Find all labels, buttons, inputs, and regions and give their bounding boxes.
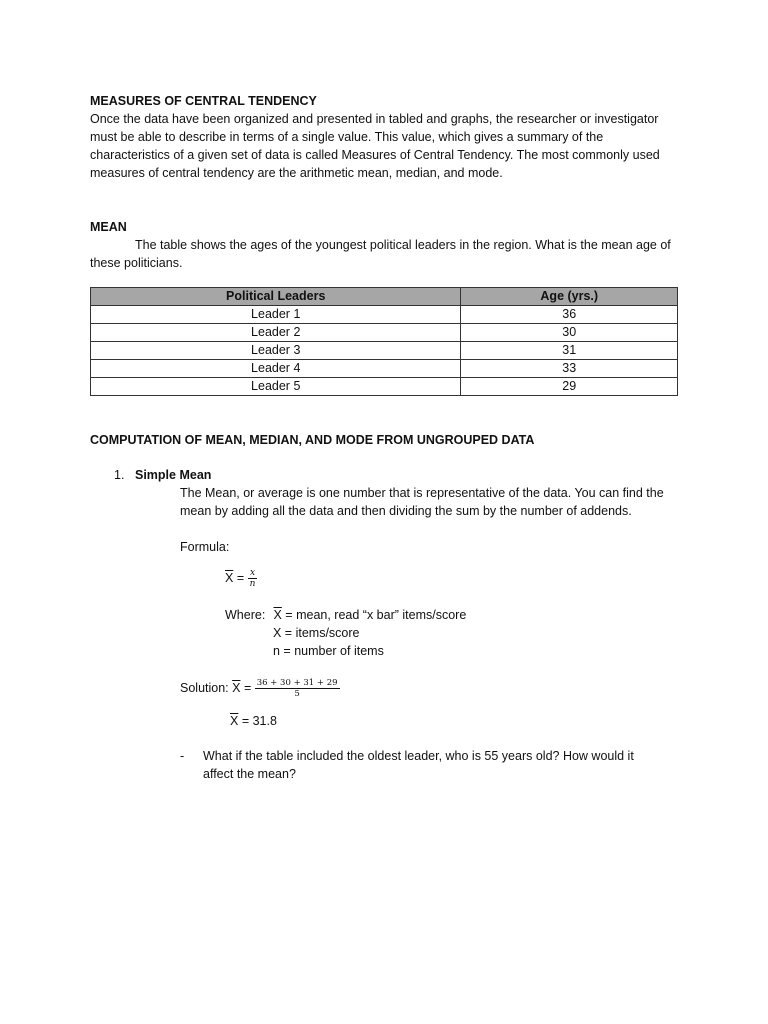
x-bar-symbol: $\overline{X}$: [232, 680, 241, 695]
list-item-title: Simple Mean: [135, 468, 212, 482]
question-line: What if the table included the oldest leader, who is 55 years old? How would it: [203, 749, 634, 763]
where-definition: = mean, read “x bar” items/score: [281, 608, 467, 622]
list-item-simple-mean: [90, 466, 680, 484]
intro-line: Once the data have been organized and presented in tabled and graphs, the researcher or investigator: [90, 112, 659, 126]
where-label: Where:: [225, 608, 266, 622]
intro-line: measures of central tendency are the arithmetic mean, median, and mode.: [90, 166, 503, 180]
where-definitions: [225, 606, 680, 660]
table-row: [91, 306, 678, 324]
description-line: mean by adding all the data and then dividing the sum by the number of addends.: [180, 504, 632, 518]
section-heading-mean: MEAN: [90, 220, 127, 234]
equals-sign: =: [233, 570, 248, 585]
list-number: 1.: [114, 468, 125, 482]
leader-cell: Leader 5: [91, 378, 461, 396]
section-heading-central-tendency: MEASURES OF CENTRAL TENDENCY: [90, 94, 317, 108]
solution-label: Solution:: [180, 680, 233, 695]
leader-cell: Leader 4: [91, 360, 461, 378]
table-header-row: [91, 288, 678, 306]
leader-cell: Leader 3: [91, 342, 461, 360]
mean-paragraph: [90, 236, 680, 272]
age-cell: 29: [461, 378, 678, 396]
table-row: [91, 342, 678, 360]
where-line: X = items/score: [273, 626, 360, 640]
intro-paragraph: [90, 110, 680, 182]
question-line: affect the mean?: [203, 767, 296, 781]
description-line: The Mean, or average is one number that is representative of the data. You can find the: [180, 486, 664, 500]
section-heading-computation: COMPUTATION OF MEAN, MEDIAN, AND MODE FROM UNGROUPED DATA: [90, 433, 535, 447]
age-cell: 30: [461, 324, 678, 342]
fraction-numerator: 36 + 30 + 31 + 29: [256, 678, 338, 688]
fraction-numerator: x: [248, 568, 258, 579]
where-line: n = number of items: [273, 644, 384, 658]
leader-cell: Leader 2: [91, 324, 461, 342]
intro-line: must be able to describe in terms of a single value. This value, which gives a summary of the: [90, 130, 604, 144]
fraction-denominator: n: [249, 579, 256, 589]
leader-cell: Leader 1: [91, 306, 461, 324]
mean-formula: [225, 568, 680, 594]
bullet-dash: -: [180, 749, 185, 763]
x-bar-symbol: $\overline{X}$: [225, 570, 234, 585]
age-cell: 31: [461, 342, 678, 360]
document-page: [90, 92, 680, 783]
fraction-denominator: 5: [294, 689, 300, 699]
fraction: [248, 568, 258, 589]
age-cell: 36: [461, 306, 678, 324]
simple-mean-description: [180, 484, 680, 556]
table-row: [91, 324, 678, 342]
mean-line: these politicians.: [90, 256, 183, 270]
table-row: [91, 378, 678, 396]
solution-result: [230, 712, 680, 730]
table-row: [91, 360, 678, 378]
header-age: Age (yrs.): [461, 288, 678, 306]
equals-sign: =: [240, 680, 255, 695]
age-cell: 33: [461, 360, 678, 378]
follow-up-question: [180, 747, 680, 783]
header-political-leaders: Political Leaders: [91, 288, 461, 306]
x-bar-symbol: $\overline{X}$: [230, 714, 239, 728]
x-bar-symbol: $\overline{X}$: [273, 608, 282, 622]
mean-line: The table shows the ages of the youngest political leaders in the region. What is the mean age of: [135, 238, 671, 252]
solution-formula: [180, 678, 680, 704]
intro-line: characteristics of a given set of data is called Measures of Central Tendency. The most commonly used: [90, 148, 660, 162]
result-value: = 31.8: [238, 714, 277, 728]
where-line: [225, 606, 680, 624]
fraction: [255, 678, 340, 699]
formula-label: Formula:: [180, 540, 230, 554]
ages-table: [90, 287, 678, 396]
